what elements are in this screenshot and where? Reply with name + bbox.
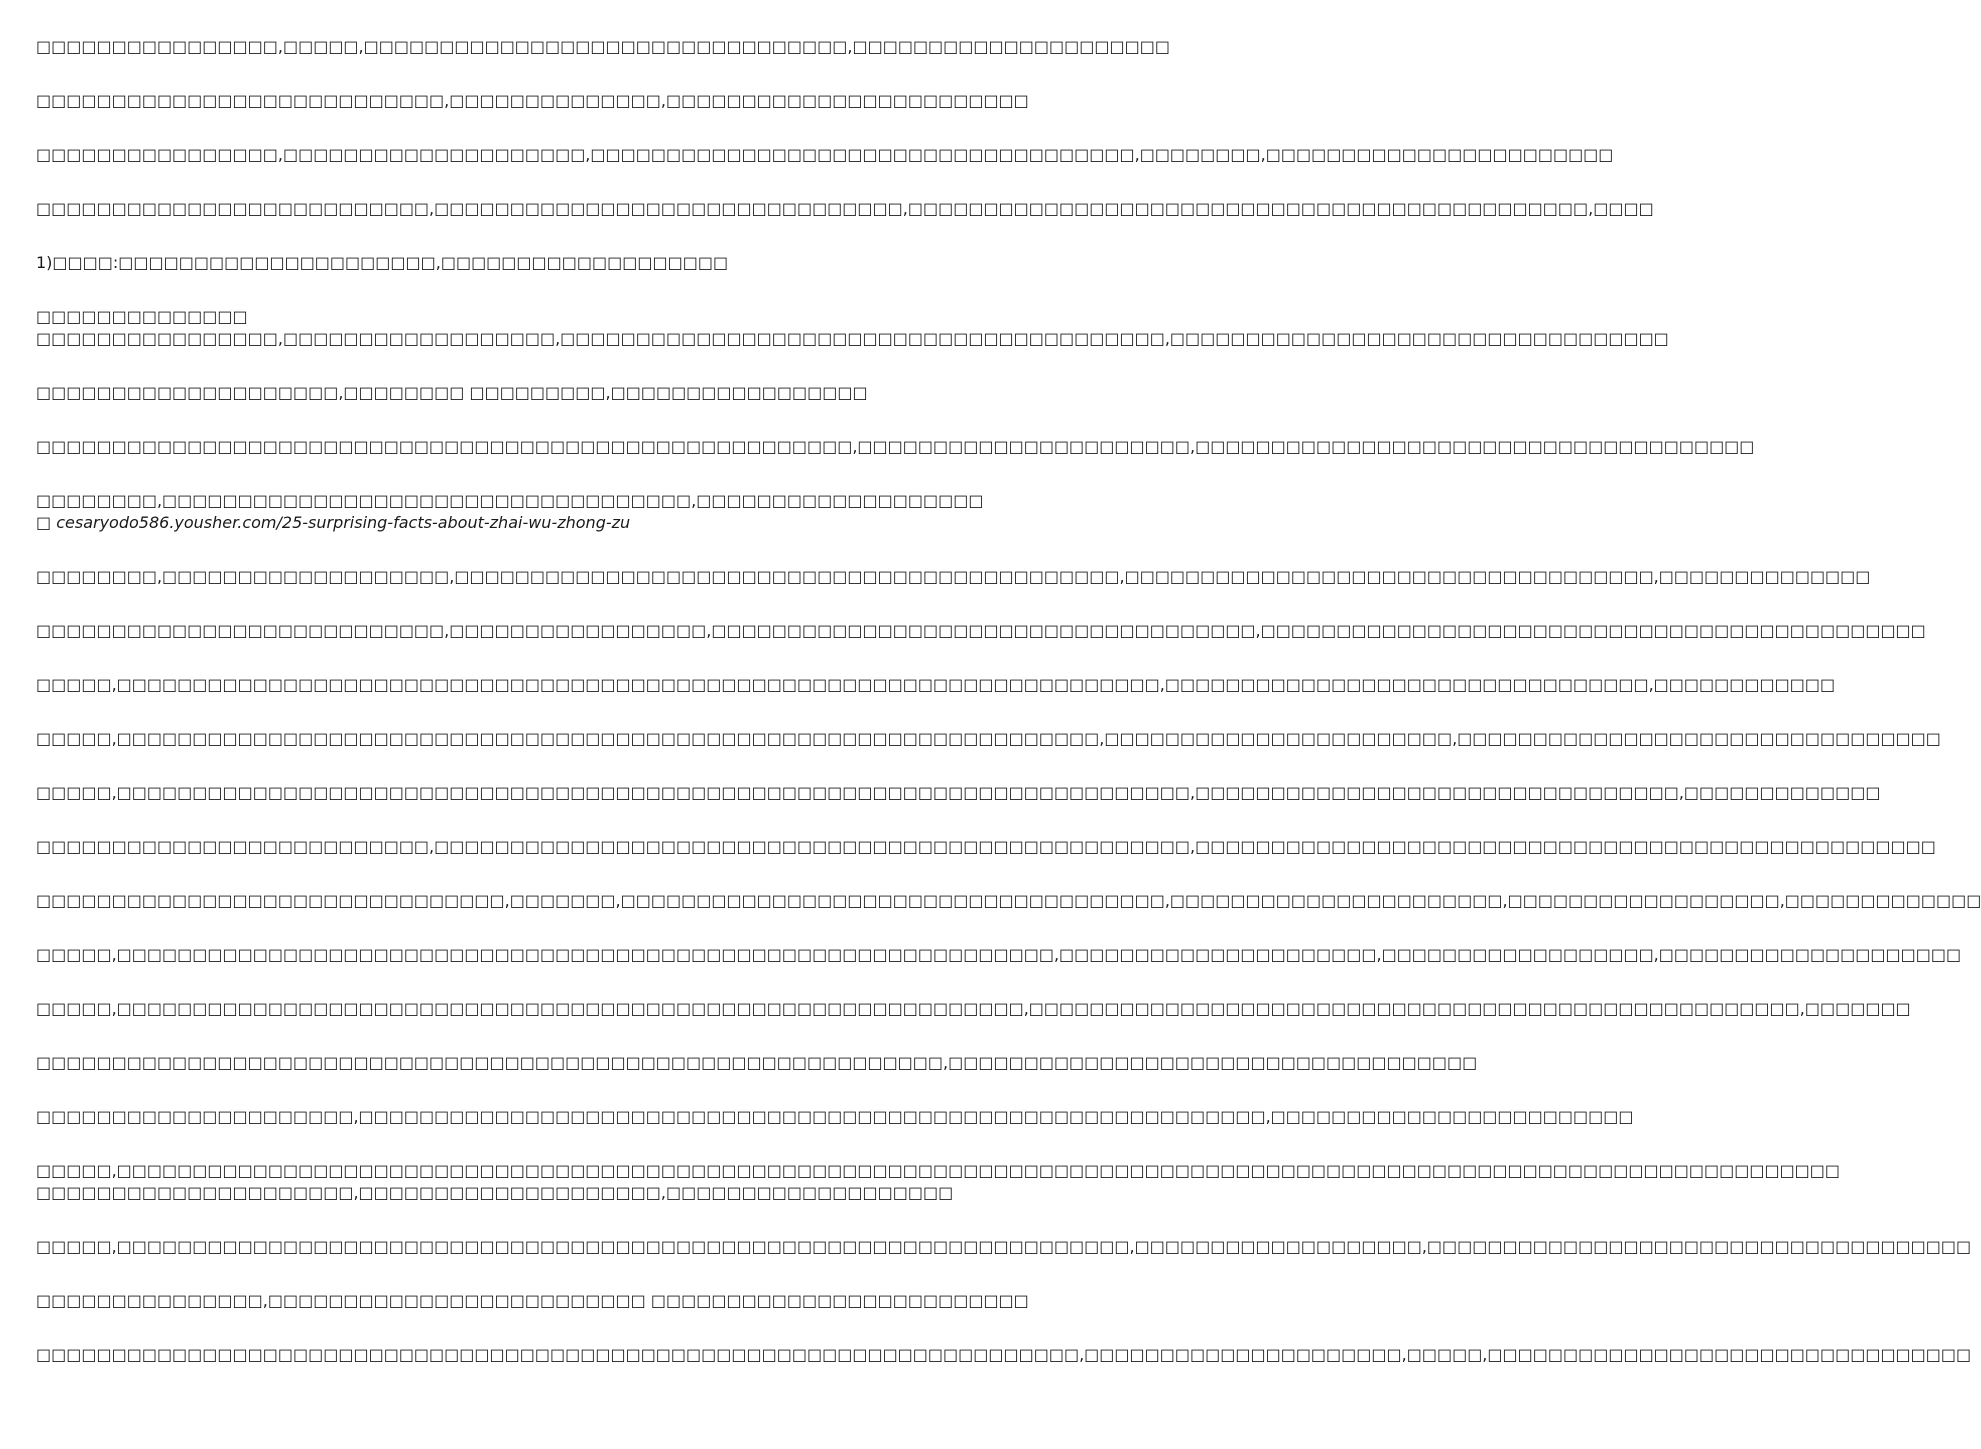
paragraph-2: □□□□□□□□□□□□□□□□□□□□□□□□□□□,□□□□□□□□□□□□□□,□□□□□□□□□□□□□□□□□□□□□□□□ xyxy=(36,91,1029,110)
paragraph-15: □□□□□□□□□□□□□□□□□□□□□□□□□□,□□□□□□□□□□□□□□□□□□□□□□□□□□□□□□□□□□□□□□□□□□□□□□□□□□,□□□□□□□□□□□□□□□□□□□□□□□□□□□□□□□□□□□□□□□□□□□□□□□□□ xyxy=(36,837,1936,856)
paragraph-11: □□□□□□□□□□□□□□□□□□□□□□□□□□□,□□□□□□□□□□□□□□□□□,□□□□□□□□□□□□□□□□□□□□□□□□□□□□□□□□□□□□,□□□□□□□□□□□□□□□□□□□□□□□□□□□□□□□□□□□□□□□□□□□□ xyxy=(36,621,1926,640)
paragraph-16: □□□□□□□□□□□□□□□□□□□□□□□□□□□□□□□,□□□□□□□,□□□□□□□□□□□□□□□□□□□□□□□□□□□□□□□□□□□□,□□□□□□□□□□□□□□□□□□□□□□,□□□□□□□□□□□□□□□□□□,□□□□□□□□□□□□□ xyxy=(36,891,1981,910)
paragraph-8: □□□□□□□□□□□□□□□□□□□□□□□□□□□□□□□□□□□□□□□□□□□□□□□□□□□□□□,□□□□□□□□□□□□□□□□□□□□□□,□□□□□□□□□□□□□□□□□□□□□□□□□□□□□□□□□□□□□ xyxy=(36,437,1755,456)
paragraph-17: □□□□□,□□□□□□□□□□□□□□□□□□□□□□□□□□□□□□□□□□□□□□□□□□□□□□□□□□□□□□□□□□□□□□,□□□□□□□□□□□□□□□□□□□□□,□□□□□□□□□□□□□□□□□□,□□□□□□□□□□□□□□□□□□□□ xyxy=(36,945,1962,964)
paragraph-3: □□□□□□□□□□□□□□□□,□□□□□□□□□□□□□□□□□□□□,□□□□□□□□□□□□□□□□□□□□□□□□□□□□□□□□□□□□,□□□□□□□□,□□□□□□□□□□□□□□□□□□□□□□□ xyxy=(36,145,1614,164)
paragraph-21-line-1: □□□□□,□□□□□□□□□□□□□□□□□□□□□□□□□□□□□□□□□□□□□□□□□□□□□□□□□□□□□□□□□□□□□□□□□□□□□□□□□□□□□□□□□□□□□□□□□□□□□□□□□□□□□□□□□□□□□□□□□□ xyxy=(36,1161,1841,1180)
paragraph-21 xyxy=(36,1160,1841,1204)
paragraph-10: □□□□□□□□,□□□□□□□□□□□□□□□□□□□,□□□□□□□□□□□□□□□□□□□□□□□□□□□□□□□□□□□□□□□□□□□□,□□□□□□□□□□□□□□□□□□□□□□□□□□□□□□□□□□□,□□□□□□□□□□□□□□ xyxy=(36,567,1871,586)
paragraph-21-line-2: □□□□□□□□□□□□□□□□□□□□□,□□□□□□□□□□□□□□□□□□□□,□□□□□□□□□□□□□□□□□□□ xyxy=(36,1183,954,1202)
paragraph-9-text: □□□□□□□□,□□□□□□□□□□□□□□□□□□□□□□□□□□□□□□□□□□□,□□□□□□□□□□□□□□□□□□□□ xyxy=(36,491,984,532)
paragraph-23: □□□□□□□□□□□□□□□,□□□□□□□□□□□□□□□□□□□□□□□□□ □□□□□□□□□□□□□□□□□□□□□□□□□ xyxy=(36,1291,1029,1310)
paragraph-22: □□□□□,□□□□□□□□□□□□□□□□□□□□□□□□□□□□□□□□□□□□□□□□□□□□□□□□□□□□□□□□□□□□□□□□□□□,□□□□□□□□□□□□□□□□□□□,□□□□□□□□□□□□□□□□□□□□□□□□□□□□□□□□□□□□ xyxy=(36,1237,1972,1256)
paragraph-24: □□□□□□□□□□□□□□□□□□□□□□□□□□□□□□□□□□□□□□□□□□□□□□□□□□□□□□□□□□□□□□□□□□□□□,□□□□□□□□□□□□□□□□□□□□□,□□□□□,□□□□□□□□□□□□□□□□□□□□□□□□□□□□□□□□ xyxy=(36,1345,1972,1364)
paragraph-6-line-2: □□□□□□□□□□□□□□□□,□□□□□□□□□□□□□□□□□□,□□□□□□□□□□□□□□□□□□□□□□□□□□□□□□□□□□□□□□□□,□□□□□□□□□□□□□□□□□□□□□□□□□□□□□□□□□ xyxy=(36,329,1669,348)
paragraph-13: □□□□□,□□□□□□□□□□□□□□□□□□□□□□□□□□□□□□□□□□□□□□□□□□□□□□□□□□□□□□□□□□□□□□□□□,□□□□□□□□□□□□□□□□□□□□□□□,□□□□□□□□□□□□□□□□□□□□□□□□□□□□□□□□ xyxy=(36,729,1941,748)
paragraph-14: □□□□□,□□□□□□□□□□□□□□□□□□□□□□□□□□□□□□□□□□□□□□□□□□□□□□□□□□□□□□□□□□□□□□□□□□□□□□□,□□□□□□□□□□□□□□□□□□□□□□□□□□□□□□□□,□□□□□□□□□□□□□ xyxy=(36,783,1881,802)
paragraph-6-line-1: □□□□□□□□□□□□□□ xyxy=(36,307,248,326)
paragraph-20: □□□□□□□□□□□□□□□□□□□□□,□□□□□□□□□□□□□□□□□□□□□□□□□□□□□□□□□□□□□□□□□□□□□□□□□□□□□□□□□□□□,□□□□□□□□□□□□□□□□□□□□□□□□ xyxy=(36,1107,1634,1126)
paragraph-6 xyxy=(36,306,1669,350)
paragraph-7: □□□□□□□□□□□□□□□□□□□□,□□□□□□□□ □□□□□□□□□,□□□□□□□□□□□□□□□□□ xyxy=(36,383,868,402)
paragraph-19: □□□□□□□□□□□□□□□□□□□□□□□□□□□□□□□□□□□□□□□□□□□□□□□□□□□□□□□□□□□□,□□□□□□□□□□□□□□□□□□□□□□□□□□□□□□□□□□□ xyxy=(36,1053,1478,1072)
paragraph-5: 1)□□□□:□□□□□□□□□□□□□□□□□□□□□,□□□□□□□□□□□□□□□□□□□ xyxy=(36,253,729,272)
paragraph-4: □□□□□□□□□□□□□□□□□□□□□□□□□□,□□□□□□□□□□□□□□□□□□□□□□□□□□□□□□□,□□□□□□□□□□□□□□□□□□□□□□□□□□□□□□□□□□□□□□□□□□□□□,□□□□ xyxy=(36,199,1654,218)
paragraph-18: □□□□□,□□□□□□□□□□□□□□□□□□□□□□□□□□□□□□□□□□□□□□□□□□□□□□□□□□□□□□□□□□□□,□□□□□□□□□□□□□□□□□□□□□□□□□□□□□□□□□□□□□□□□□□□□□□□□□□□,□□□□□□□ xyxy=(36,999,1911,1018)
paragraph-1: □□□□□□□□□□□□□□□□,□□□□□,□□□□□□□□□□□□□□□□□□□□□□□□□□□□□□□□,□□□□□□□□□□□□□□□□□□□□□ xyxy=(36,37,1170,56)
paragraph-12: □□□□□,□□□□□□□□□□□□□□□□□□□□□□□□□□□□□□□□□□□□□□□□□□□□□□□□□□□□□□□□□□□□□□□□□□□□□,□□□□□□□□□□□□□□□□□□□□□□□□□□□□□□□□,□□□□□□□□□□□□ xyxy=(36,675,1836,694)
article-link[interactable]: cesaryodo586.yousher.com/25-surprising-facts-about-zhai-wu-zhong-zu xyxy=(56,513,631,532)
document-body xyxy=(36,36,1981,1398)
paragraph-9 xyxy=(36,490,990,534)
